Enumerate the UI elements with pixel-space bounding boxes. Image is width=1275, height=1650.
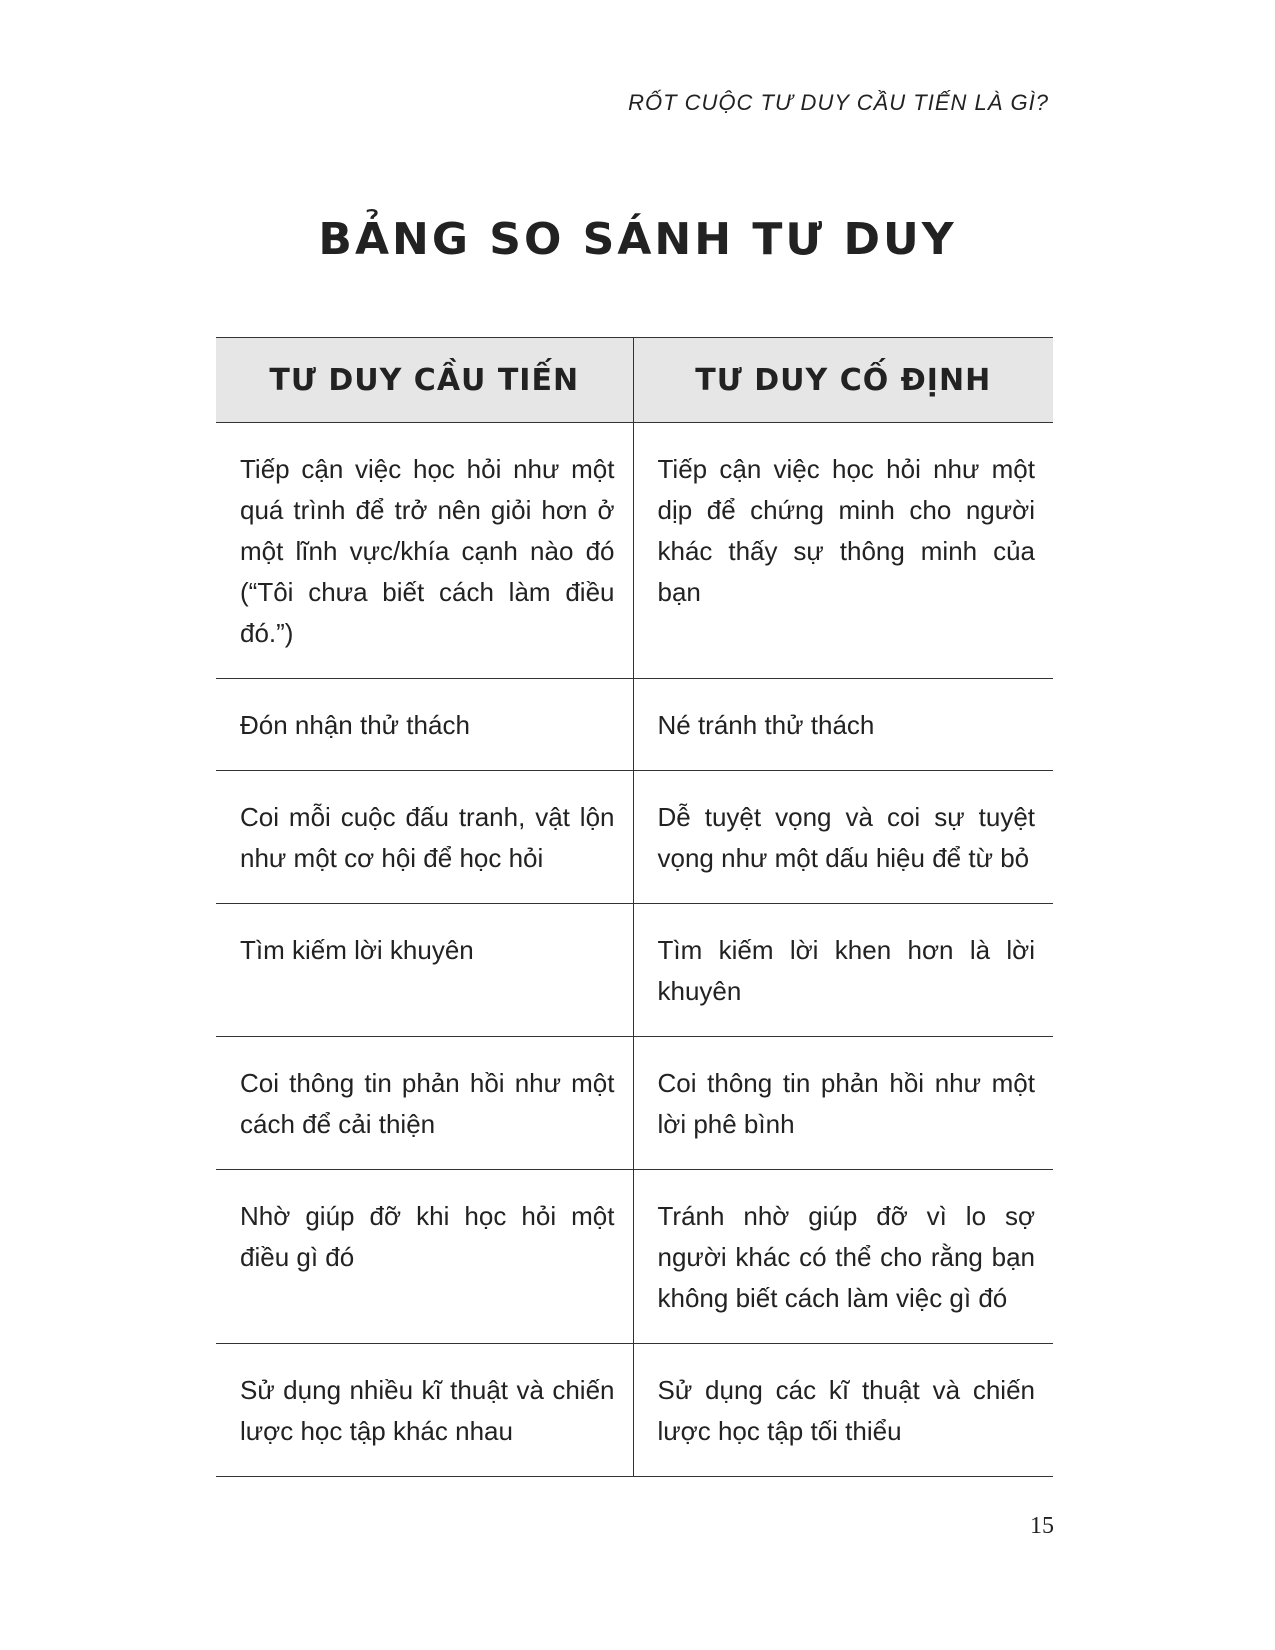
mindset-comparison-table	[216, 337, 1053, 1477]
growth-mindset-cell: Nhờ giúp đỡ khi học hỏi một điều gì đó	[216, 1170, 633, 1344]
growth-mindset-cell: Coi mỗi cuộc đấu tranh, vật lộn như một cơ hội để học hỏi	[216, 771, 633, 904]
growth-mindset-cell: Đón nhận thử thách	[216, 679, 633, 771]
table-header-row	[216, 338, 1053, 423]
growth-mindset-cell: Sử dụng nhiều kĩ thuật và chiến lược học tập khác nhau	[216, 1344, 633, 1477]
table-row	[216, 1170, 1053, 1344]
growth-mindset-cell: Coi thông tin phản hồi như một cách để cải thiện	[216, 1037, 633, 1170]
table-row	[216, 771, 1053, 904]
header-fixed-mindset: TƯ DUY CỐ ĐỊNH	[633, 338, 1053, 423]
running-header: RỐT CUỘC TƯ DUY CẦU TIẾN LÀ GÌ?	[628, 90, 1049, 115]
header-growth-mindset: TƯ DUY CẦU TIẾN	[216, 338, 633, 423]
table-row	[216, 1037, 1053, 1170]
growth-mindset-cell: Tìm kiếm lời khuyên	[216, 904, 633, 1037]
fixed-mindset-cell: Tránh nhờ giúp đỡ vì lo sợ người khác có thể cho rằng bạn không biết cách làm việc gì đó	[633, 1170, 1053, 1344]
growth-mindset-cell: Tiếp cận việc học hỏi như một quá trình để trở nên giỏi hơn ở một lĩnh vực/khía cạnh nào đó (“Tôi chưa biết cách làm điều đó.”)	[216, 423, 633, 679]
fixed-mindset-cell: Coi thông tin phản hồi như một lời phê bình	[633, 1037, 1053, 1170]
table-body	[216, 423, 1053, 1477]
page-title: BẢNG SO SÁNH TƯ DUY	[318, 214, 957, 265]
fixed-mindset-cell: Tìm kiếm lời khen hơn là lời khuyên	[633, 904, 1053, 1037]
fixed-mindset-cell: Sử dụng các kĩ thuật và chiến lược học tập tối thiểu	[633, 1344, 1053, 1477]
table-row	[216, 423, 1053, 679]
table-header	[216, 338, 1053, 423]
fixed-mindset-cell: Dễ tuyệt vọng và coi sự tuyệt vọng như một dấu hiệu để từ bỏ	[633, 771, 1053, 904]
table-row	[216, 1344, 1053, 1477]
fixed-mindset-cell: Né tránh thử thách	[633, 679, 1053, 771]
fixed-mindset-cell: Tiếp cận việc học hỏi như một dịp để chứng minh cho người khác thấy sự thông minh của bạn	[633, 423, 1053, 679]
table-row	[216, 679, 1053, 771]
page-number: 15	[1030, 1513, 1054, 1539]
table-row	[216, 904, 1053, 1037]
